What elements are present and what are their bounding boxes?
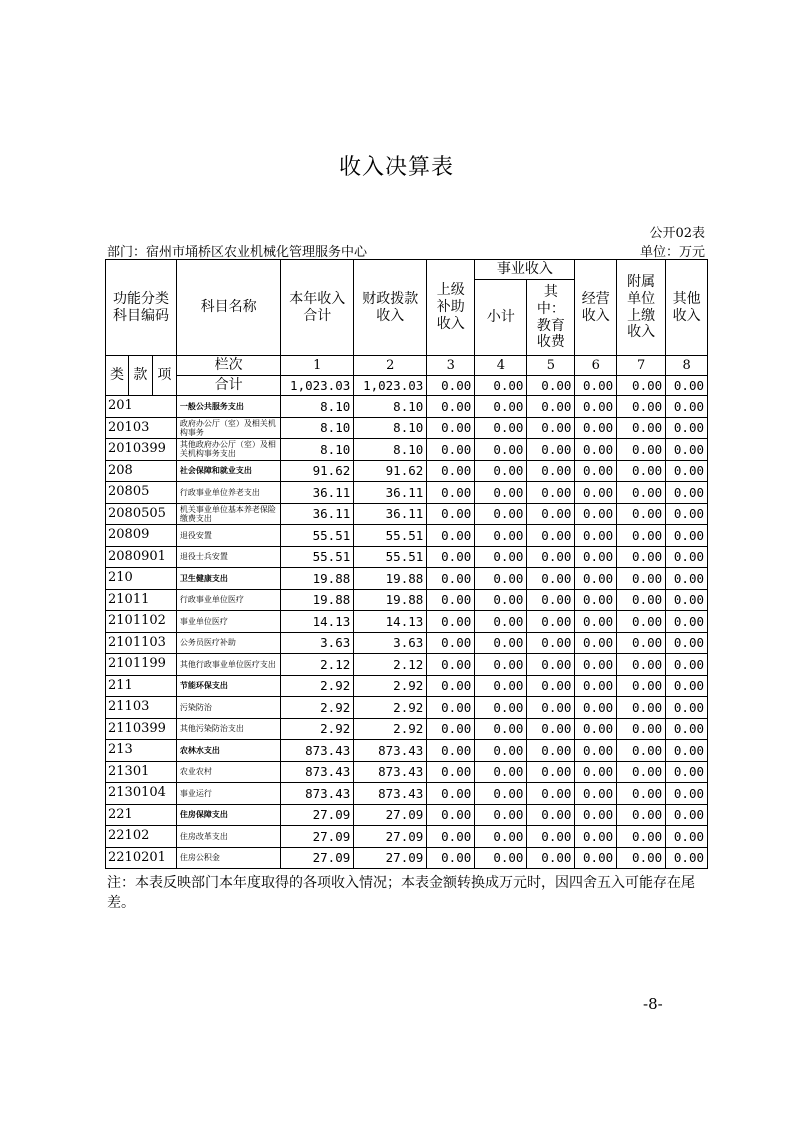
row-value: 0.00 — [575, 718, 617, 740]
row-value: 55.51 — [281, 525, 354, 547]
table-row — [106, 503, 708, 525]
row-code: 21103 — [106, 697, 177, 719]
row-value: 0.00 — [427, 847, 475, 869]
row-value: 55.51 — [281, 546, 354, 568]
row-value: 0.00 — [617, 718, 666, 740]
row-value: 0.00 — [617, 439, 666, 461]
row-code: 20809 — [106, 525, 177, 547]
row-subject-name: 卫生健康支出 — [176, 568, 280, 590]
unit-label: 单位：万元 — [639, 245, 705, 260]
row-value: 0.00 — [475, 804, 527, 826]
row-value: 0.00 — [575, 654, 617, 676]
row-value: 55.51 — [354, 546, 427, 568]
row-value: 0.00 — [527, 439, 575, 461]
header-subtotal: 小计 — [475, 280, 527, 356]
table-row — [106, 546, 708, 568]
row-value: 0.00 — [666, 546, 708, 568]
form-number: 公开02表 — [649, 226, 705, 241]
row-value: 8.10 — [354, 439, 427, 461]
row-value: 0.00 — [475, 417, 527, 439]
table-row — [106, 740, 708, 762]
row-value: 0.00 — [475, 546, 527, 568]
row-value: 0.00 — [617, 761, 666, 783]
row-subject-name: 节能环保支出 — [176, 675, 280, 697]
table-row — [106, 654, 708, 676]
row-value: 0.00 — [617, 589, 666, 611]
row-value: 0.00 — [575, 568, 617, 590]
row-subject-name: 行政事业单位养老支出 — [176, 482, 280, 504]
row-subject-name: 住房保障支出 — [176, 804, 280, 826]
row-value: 27.09 — [354, 826, 427, 848]
row-value: 0.00 — [427, 697, 475, 719]
row-value: 0.00 — [575, 589, 617, 611]
row-code: 210 — [106, 568, 177, 590]
row-value: 0.00 — [475, 568, 527, 590]
row-subject-name: 其他政府办公厅（室）及相关机构事务支出 — [176, 439, 280, 461]
row-value: 0.00 — [527, 654, 575, 676]
row-value: 0.00 — [527, 611, 575, 633]
row-value: 0.00 — [617, 568, 666, 590]
header-func-code: 功能分类科目编码 — [106, 260, 177, 356]
table-row — [106, 783, 708, 805]
row-subject-name: 退役安置 — [176, 525, 280, 547]
column-number: 3 — [427, 356, 475, 376]
row-value: 0.00 — [427, 761, 475, 783]
total-value: 1,023.03 — [281, 376, 354, 396]
row-value: 0.00 — [427, 546, 475, 568]
row-value: 0.00 — [427, 654, 475, 676]
header-operating-income: 经营收入 — [575, 260, 617, 356]
row-value: 0.00 — [617, 847, 666, 869]
row-code: 20805 — [106, 482, 177, 504]
row-value: 0.00 — [617, 697, 666, 719]
row-code: 2101103 — [106, 632, 177, 654]
table-row — [106, 482, 708, 504]
column-number: 6 — [575, 356, 617, 376]
row-value: 0.00 — [575, 503, 617, 525]
row-value: 2.92 — [281, 718, 354, 740]
column-number: 7 — [617, 356, 666, 376]
table-row — [106, 826, 708, 848]
row-value: 27.09 — [281, 804, 354, 826]
row-value: 0.00 — [475, 482, 527, 504]
header-column-no: 栏次 — [176, 356, 280, 376]
row-value: 36.11 — [354, 482, 427, 504]
row-value: 0.00 — [666, 804, 708, 826]
row-value: 8.10 — [354, 396, 427, 418]
row-code: 2210201 — [106, 847, 177, 869]
row-value: 0.00 — [617, 740, 666, 762]
row-value: 0.00 — [666, 439, 708, 461]
row-subject-name: 住房公积金 — [176, 847, 280, 869]
header-other-income: 其他收入 — [666, 260, 708, 356]
row-value: 0.00 — [575, 783, 617, 805]
row-value: 0.00 — [575, 611, 617, 633]
row-value: 0.00 — [666, 740, 708, 762]
row-value: 0.00 — [527, 761, 575, 783]
row-value: 0.00 — [527, 783, 575, 805]
row-value: 0.00 — [427, 525, 475, 547]
row-value: 0.00 — [427, 740, 475, 762]
row-value: 0.00 — [666, 632, 708, 654]
row-value: 0.00 — [666, 503, 708, 525]
row-subject-name: 农林水支出 — [176, 740, 280, 762]
row-value: 0.00 — [475, 783, 527, 805]
total-label: 合计 — [176, 376, 280, 396]
row-value: 0.00 — [617, 482, 666, 504]
row-value: 0.00 — [527, 804, 575, 826]
row-value: 0.00 — [666, 589, 708, 611]
row-value: 0.00 — [666, 783, 708, 805]
row-value: 0.00 — [427, 503, 475, 525]
row-value: 27.09 — [281, 826, 354, 848]
row-value: 0.00 — [666, 482, 708, 504]
row-value: 55.51 — [354, 525, 427, 547]
row-value: 8.10 — [281, 417, 354, 439]
row-code: 211 — [106, 675, 177, 697]
department-label: 部门：宿州市埇桥区农业机械化管理服务中心 — [107, 245, 368, 260]
row-code: 221 — [106, 804, 177, 826]
row-value: 0.00 — [617, 654, 666, 676]
row-value: 0.00 — [527, 482, 575, 504]
row-value: 0.00 — [575, 740, 617, 762]
row-value: 91.62 — [281, 460, 354, 482]
row-code: 2080901 — [106, 546, 177, 568]
row-subject-name: 其他污染防治支出 — [176, 718, 280, 740]
row-subject-name: 退役士兵安置 — [176, 546, 280, 568]
row-value: 2.92 — [281, 675, 354, 697]
row-code: 21301 — [106, 761, 177, 783]
row-value: 3.63 — [281, 632, 354, 654]
row-value: 2.92 — [281, 697, 354, 719]
table-row — [106, 460, 708, 482]
table-row — [106, 568, 708, 590]
row-value: 0.00 — [666, 417, 708, 439]
row-value: 0.00 — [575, 804, 617, 826]
row-value: 873.43 — [354, 740, 427, 762]
row-value: 0.00 — [617, 396, 666, 418]
table-row — [106, 611, 708, 633]
row-value: 0.00 — [427, 675, 475, 697]
row-value: 0.00 — [575, 417, 617, 439]
row-value: 873.43 — [354, 761, 427, 783]
row-code: 21011 — [106, 589, 177, 611]
document-title: 收入决算表 — [338, 155, 454, 180]
row-value: 0.00 — [475, 654, 527, 676]
row-value: 0.00 — [475, 525, 527, 547]
row-value: 873.43 — [281, 740, 354, 762]
row-subject-name: 社会保障和就业支出 — [176, 460, 280, 482]
row-value: 0.00 — [666, 396, 708, 418]
row-value: 0.00 — [475, 697, 527, 719]
row-code: 2101199 — [106, 654, 177, 676]
header-education-fee: 其中：教育收费 — [527, 280, 575, 356]
row-value: 27.09 — [354, 847, 427, 869]
row-value: 0.00 — [617, 675, 666, 697]
total-value: 0.00 — [575, 376, 617, 396]
row-value: 36.11 — [281, 482, 354, 504]
row-value: 0.00 — [527, 675, 575, 697]
row-value: 19.88 — [354, 568, 427, 590]
row-value: 0.00 — [527, 589, 575, 611]
row-value: 0.00 — [527, 632, 575, 654]
row-value: 0.00 — [666, 697, 708, 719]
row-value: 0.00 — [475, 675, 527, 697]
row-value: 0.00 — [575, 482, 617, 504]
header-lei: 类 — [106, 356, 129, 396]
footnote: 注：本表反映部门本年度取得的各项收入情况；本表金额转换成万元时，因四舍五入可能存在尾差。 — [107, 875, 695, 911]
row-value: 0.00 — [575, 675, 617, 697]
row-value: 36.11 — [354, 503, 427, 525]
column-number: 5 — [527, 356, 575, 376]
table-row — [106, 525, 708, 547]
table-row — [106, 761, 708, 783]
row-value: 873.43 — [354, 783, 427, 805]
row-value: 0.00 — [575, 697, 617, 719]
table-row — [106, 417, 708, 439]
row-value: 27.09 — [281, 847, 354, 869]
row-subject-name: 公务员医疗补助 — [176, 632, 280, 654]
row-value: 0.00 — [427, 396, 475, 418]
row-value: 0.00 — [527, 847, 575, 869]
header-business-income: 事业收入 — [475, 260, 575, 280]
row-value: 0.00 — [666, 675, 708, 697]
column-number: 2 — [354, 356, 427, 376]
header-affiliated-income: 附属单位上缴收入 — [617, 260, 666, 356]
row-value: 0.00 — [427, 589, 475, 611]
row-value: 8.10 — [281, 396, 354, 418]
row-value: 0.00 — [427, 826, 475, 848]
row-value: 0.00 — [666, 654, 708, 676]
row-value: 2.92 — [354, 675, 427, 697]
row-value: 0.00 — [475, 439, 527, 461]
row-value: 0.00 — [475, 718, 527, 740]
total-value: 0.00 — [666, 376, 708, 396]
header-kuan: 款 — [128, 356, 152, 396]
row-subject-name: 住房改革支出 — [176, 826, 280, 848]
page-number: -8- — [643, 995, 663, 1013]
row-value: 0.00 — [575, 525, 617, 547]
row-value: 0.00 — [427, 568, 475, 590]
table-row — [106, 847, 708, 869]
row-value: 0.00 — [575, 761, 617, 783]
row-value: 0.00 — [527, 697, 575, 719]
row-value: 0.00 — [527, 740, 575, 762]
header-xiang: 项 — [152, 356, 176, 396]
column-number: 4 — [475, 356, 527, 376]
header-superior-subsidy: 上级补助收入 — [427, 260, 475, 356]
header-subject-name: 科目名称 — [176, 260, 280, 356]
row-code: 2010399 — [106, 439, 177, 461]
row-value: 14.13 — [354, 611, 427, 633]
row-value: 0.00 — [617, 460, 666, 482]
row-value: 0.00 — [617, 546, 666, 568]
row-value: 8.10 — [354, 417, 427, 439]
row-value: 0.00 — [666, 826, 708, 848]
total-value: 0.00 — [475, 376, 527, 396]
row-value: 0.00 — [475, 826, 527, 848]
row-value: 19.88 — [354, 589, 427, 611]
row-value: 0.00 — [575, 546, 617, 568]
row-value: 19.88 — [281, 589, 354, 611]
row-value: 2.92 — [354, 718, 427, 740]
row-value: 2.12 — [354, 654, 427, 676]
row-subject-name: 机关事业单位基本养老保险缴费支出 — [176, 503, 280, 525]
table-row — [106, 697, 708, 719]
row-value: 0.00 — [575, 460, 617, 482]
column-number: 1 — [281, 356, 354, 376]
column-number: 8 — [666, 356, 708, 376]
row-value: 0.00 — [666, 525, 708, 547]
row-value: 0.00 — [427, 611, 475, 633]
row-value: 0.00 — [527, 546, 575, 568]
row-value: 0.00 — [617, 503, 666, 525]
row-value: 2.12 — [281, 654, 354, 676]
row-value: 0.00 — [427, 417, 475, 439]
row-value: 0.00 — [527, 525, 575, 547]
row-value: 0.00 — [527, 568, 575, 590]
header-fiscal-allocation: 财政拨款收入 — [354, 260, 427, 356]
row-value: 0.00 — [617, 417, 666, 439]
row-value: 3.63 — [354, 632, 427, 654]
row-subject-name: 政府办公厅（室）及相关机构事务 — [176, 417, 280, 439]
row-value: 2.92 — [354, 697, 427, 719]
row-value: 0.00 — [617, 826, 666, 848]
row-value: 0.00 — [527, 826, 575, 848]
row-value: 0.00 — [427, 632, 475, 654]
row-code: 201 — [106, 396, 177, 418]
row-value: 0.00 — [666, 611, 708, 633]
row-value: 0.00 — [527, 718, 575, 740]
row-value: 0.00 — [475, 503, 527, 525]
table-row — [106, 589, 708, 611]
row-value: 0.00 — [666, 718, 708, 740]
row-code: 2080505 — [106, 503, 177, 525]
row-value: 0.00 — [427, 439, 475, 461]
row-value: 0.00 — [527, 396, 575, 418]
table-row — [106, 675, 708, 697]
table-row — [106, 804, 708, 826]
row-value: 0.00 — [575, 632, 617, 654]
row-value: 19.88 — [281, 568, 354, 590]
row-value: 0.00 — [527, 417, 575, 439]
row-subject-name: 污染防治 — [176, 697, 280, 719]
row-subject-name: 事业单位医疗 — [176, 611, 280, 633]
row-value: 0.00 — [575, 847, 617, 869]
header-total-income: 本年收入合计 — [281, 260, 354, 356]
row-value: 14.13 — [281, 611, 354, 633]
row-value: 0.00 — [575, 439, 617, 461]
row-value: 0.00 — [475, 847, 527, 869]
row-subject-name: 一般公共服务支出 — [176, 396, 280, 418]
table-row — [106, 396, 708, 418]
row-value: 0.00 — [666, 460, 708, 482]
row-value: 0.00 — [666, 847, 708, 869]
row-value: 36.11 — [281, 503, 354, 525]
row-value: 0.00 — [527, 503, 575, 525]
row-value: 0.00 — [427, 804, 475, 826]
row-value: 0.00 — [475, 740, 527, 762]
row-value: 0.00 — [617, 632, 666, 654]
row-value: 0.00 — [475, 460, 527, 482]
row-code: 2101102 — [106, 611, 177, 633]
row-code: 208 — [106, 460, 177, 482]
row-value: 27.09 — [354, 804, 427, 826]
row-value: 0.00 — [527, 460, 575, 482]
table-row — [106, 439, 708, 461]
row-value: 0.00 — [475, 761, 527, 783]
row-value: 0.00 — [575, 396, 617, 418]
row-value: 0.00 — [427, 783, 475, 805]
row-code: 22102 — [106, 826, 177, 848]
row-subject-name: 事业运行 — [176, 783, 280, 805]
row-value: 0.00 — [427, 482, 475, 504]
total-value: 0.00 — [617, 376, 666, 396]
row-value: 0.00 — [475, 589, 527, 611]
row-value: 0.00 — [427, 460, 475, 482]
total-value: 0.00 — [527, 376, 575, 396]
row-value: 873.43 — [281, 761, 354, 783]
row-code: 20103 — [106, 417, 177, 439]
row-value: 0.00 — [475, 632, 527, 654]
row-value: 0.00 — [666, 568, 708, 590]
row-value: 0.00 — [427, 718, 475, 740]
row-value: 0.00 — [617, 783, 666, 805]
table-row — [106, 632, 708, 654]
row-value: 0.00 — [617, 525, 666, 547]
row-subject-name: 其他行政事业单位医疗支出 — [176, 654, 280, 676]
income-statement-table — [105, 259, 708, 869]
row-code: 2130104 — [106, 783, 177, 805]
row-code: 2110399 — [106, 718, 177, 740]
row-value: 91.62 — [354, 460, 427, 482]
row-value: 0.00 — [666, 761, 708, 783]
row-value: 0.00 — [617, 804, 666, 826]
row-subject-name: 行政事业单位医疗 — [176, 589, 280, 611]
row-code: 213 — [106, 740, 177, 762]
row-value: 0.00 — [475, 611, 527, 633]
row-subject-name: 农业农村 — [176, 761, 280, 783]
total-value: 0.00 — [427, 376, 475, 396]
row-value: 0.00 — [575, 826, 617, 848]
table-row — [106, 718, 708, 740]
total-value: 1,023.03 — [354, 376, 427, 396]
row-value: 873.43 — [281, 783, 354, 805]
row-value: 0.00 — [617, 611, 666, 633]
row-value: 8.10 — [281, 439, 354, 461]
row-value: 0.00 — [475, 396, 527, 418]
